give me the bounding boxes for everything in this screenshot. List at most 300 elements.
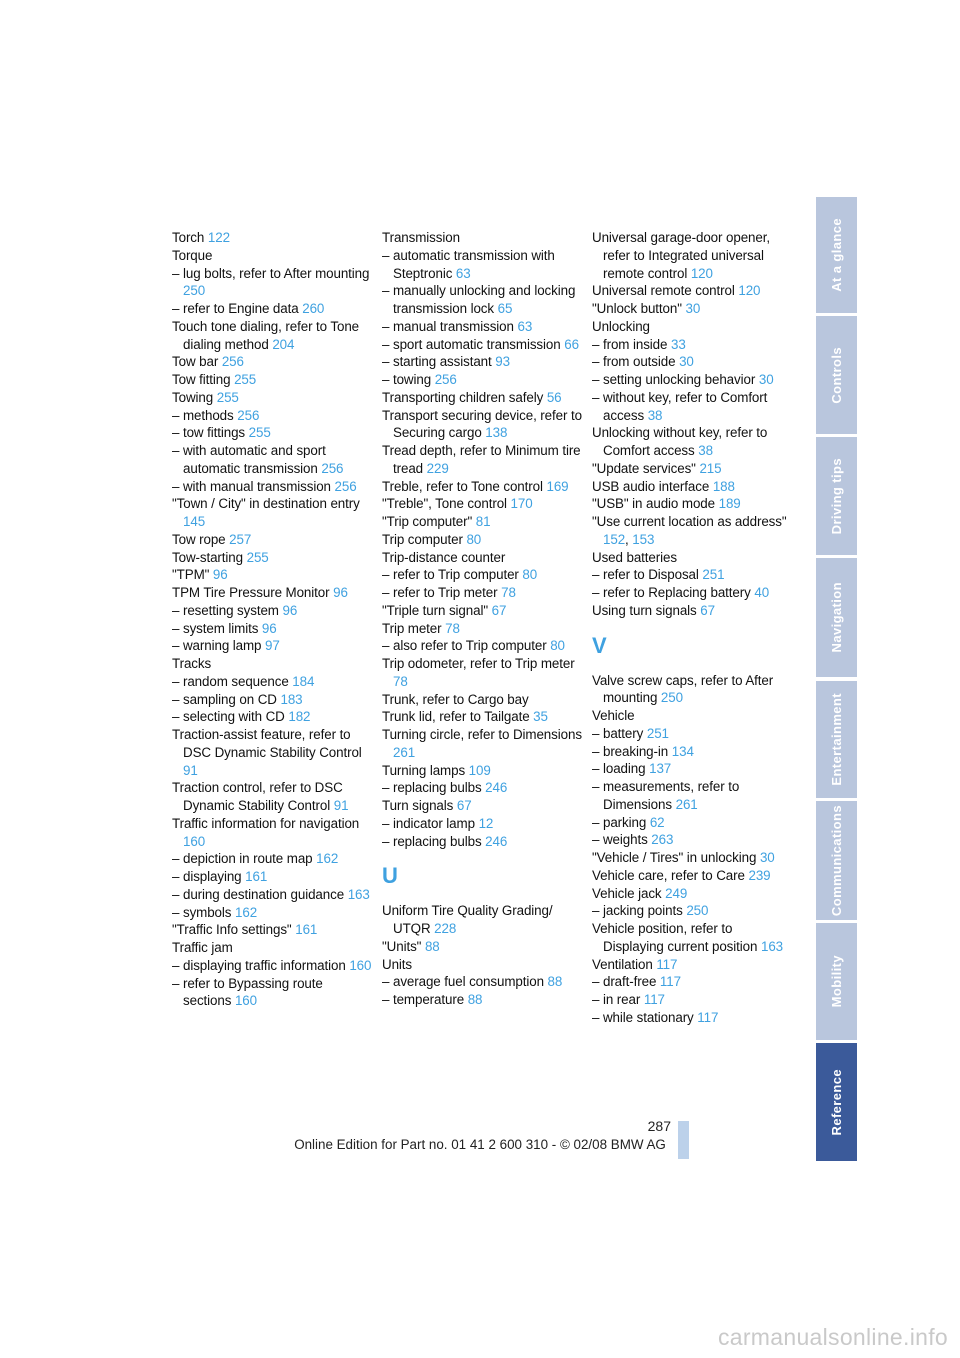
- index-entry-text: – measurements, refer to Dimensions: [592, 779, 740, 812]
- page-reference-link[interactable]: 215: [699, 460, 722, 476]
- page-reference-link[interactable]: 261: [675, 796, 698, 812]
- index-entry: [172, 975, 372, 1011]
- index-entry-text: Traction-assist feature, refer to DSC Dynamic Stability Control: [172, 727, 362, 760]
- index-entry: [382, 407, 582, 443]
- index-entry-text: "Treble", Tone control: [382, 496, 507, 512]
- index-entry-text: – automatic transmission with Steptronic: [382, 247, 555, 281]
- index-entry: [592, 849, 792, 867]
- index-entry-text: Vehicle jack: [592, 885, 662, 901]
- page-reference-link[interactable]: 246: [485, 780, 508, 796]
- index-entry-text: – with manual transmission: [172, 478, 331, 494]
- index-entry-text: Trip-distance counter: [382, 549, 506, 565]
- index-entry-text: – from outside: [592, 354, 676, 370]
- page-reference-link[interactable]: 30: [679, 354, 694, 370]
- page-reference-link[interactable]: 38: [647, 407, 663, 423]
- index-entry: [592, 336, 792, 354]
- index-entry-text: – sport automatic transmission: [382, 336, 561, 352]
- index-entry: [592, 831, 792, 849]
- index-entry: [172, 318, 372, 354]
- page-reference-link[interactable]: 88: [424, 938, 440, 954]
- index-entry-text: TPM Tire Pressure Monitor: [172, 585, 330, 600]
- page-reference-link[interactable]: 66: [564, 336, 579, 352]
- index-entry-text: – loading: [592, 761, 646, 777]
- index-entry: [172, 495, 372, 531]
- page-reference-link[interactable]: 117: [659, 974, 681, 990]
- index-entry: [382, 797, 582, 815]
- index-entry-text: "Vehicle / Tires" in unlocking: [592, 850, 757, 865]
- index-entry-text: "Update services": [592, 460, 696, 476]
- index-entry: [172, 442, 372, 478]
- index-entry-text: – breaking-in: [592, 743, 669, 759]
- page-reference-link[interactable]: 120: [738, 283, 761, 299]
- page-reference-link[interactable]: 63: [455, 265, 471, 281]
- index-letter-heading: U: [382, 863, 398, 889]
- index-entry-text: – system limits: [172, 620, 259, 636]
- index-entry: [592, 549, 792, 567]
- index-entry-text: – lug bolts, refer to After mounting: [172, 265, 370, 281]
- index-entry-text: – refer to Bypassing route sections: [172, 975, 323, 1009]
- index-entry-text: – refer to Trip computer: [382, 567, 519, 583]
- index-entry-text: Ventilation: [592, 956, 653, 972]
- page-reference-link[interactable]: 80: [522, 567, 538, 583]
- page-reference-link[interactable]: 35: [533, 709, 548, 725]
- index-entry: [172, 602, 372, 620]
- index-entry: [382, 779, 582, 797]
- index-entry: [592, 371, 792, 389]
- index-entry-text: Torch: [172, 230, 205, 245]
- index-entry: [382, 938, 582, 956]
- section-tab-label: Controls: [829, 346, 844, 404]
- index-column-2: [382, 229, 582, 1009]
- index-entry-text: Tracks: [172, 656, 212, 671]
- index-entry: [592, 991, 792, 1009]
- index-entry-text: Trunk, refer to Cargo bay: [382, 691, 529, 707]
- index-entry: [172, 939, 372, 957]
- page-reference-link[interactable]: 183: [280, 691, 303, 707]
- index-entry: [592, 584, 792, 602]
- index-entry: [172, 921, 372, 939]
- index-entry-text: – selecting with CD: [172, 709, 285, 725]
- index-entry: [382, 708, 582, 726]
- page-reference-link[interactable]: 97: [265, 638, 280, 654]
- page-reference-link[interactable]: 153: [632, 531, 655, 547]
- page-reference-link[interactable]: 40: [754, 585, 770, 600]
- index-entry: [592, 318, 792, 336]
- page-reference-link[interactable]: 109: [468, 762, 491, 778]
- index-entry: [592, 902, 792, 920]
- page-reference-link[interactable]: 163: [760, 938, 784, 954]
- index-entry-text: – jacking points: [592, 903, 683, 919]
- page-reference-link[interactable]: 246: [485, 833, 508, 849]
- index-entry-text: Traffic jam: [172, 940, 233, 955]
- index-entry: [382, 726, 582, 762]
- index-entry-text: Tread depth, refer to Minimum tire tread: [382, 443, 581, 476]
- index-entry: [592, 885, 792, 903]
- index-entry-text: Vehicle position, refer to Displaying current position: [592, 921, 758, 954]
- index-entry: [382, 371, 582, 389]
- page-reference-link[interactable]: 152: [603, 531, 626, 547]
- index-letter-heading: V: [592, 632, 607, 658]
- index-entry: [172, 726, 372, 779]
- page-reference-link[interactable]: 122: [207, 230, 230, 245]
- section-tab-sidebar: [816, 197, 857, 1161]
- index-entry: [592, 566, 792, 584]
- index-entry-text: Unlocking without key, refer to Comfort access: [592, 425, 768, 458]
- index-entry: [382, 691, 582, 709]
- page-reference-link[interactable]: 96: [261, 620, 277, 636]
- index-entry: [172, 957, 372, 975]
- page-reference-link[interactable]: 251: [646, 725, 669, 741]
- index-entry: [382, 442, 582, 478]
- index-entry-text: Treble, refer to Tone control: [382, 478, 543, 494]
- page-reference-link[interactable]: 33: [670, 336, 686, 352]
- index-entry: [382, 815, 582, 833]
- index-entry-text: Tow fitting: [172, 372, 231, 387]
- index-entry: [382, 602, 582, 620]
- page-reference-link[interactable]: 117: [697, 1009, 719, 1025]
- page-reference-link[interactable]: 161: [245, 869, 268, 884]
- page-reference-link[interactable]: 250: [660, 690, 683, 706]
- index-entry: [172, 229, 372, 247]
- page-reference-link[interactable]: 88: [467, 992, 483, 1007]
- index-entry: [382, 566, 582, 584]
- section-tab-label: At a glance: [829, 218, 844, 292]
- page-reference-link[interactable]: 30: [758, 372, 774, 387]
- page-reference-link[interactable]: 56: [546, 389, 562, 405]
- page-reference-link[interactable]: 184: [292, 673, 315, 689]
- index-entry: [382, 513, 582, 531]
- index-entry: [382, 478, 582, 496]
- page-reference-link[interactable]: 263: [651, 832, 674, 848]
- index-entry-text: – replacing bulbs: [382, 780, 482, 796]
- page-reference-link[interactable]: 78: [445, 620, 460, 636]
- index-entry: [172, 478, 372, 496]
- index-entry-text: Traction control, refer to DSC Dynamic Stability Control: [172, 780, 343, 813]
- index-entry-text: Trip odometer, refer to Trip meter: [382, 656, 575, 671]
- index-entry-text: Torque: [172, 247, 213, 263]
- page-reference-link[interactable]: 162: [235, 904, 258, 920]
- index-entry-text: – resetting system: [172, 602, 279, 618]
- page-reference-link[interactable]: 160: [349, 957, 372, 973]
- index-entry-text: Universal remote control: [592, 283, 735, 299]
- page-reference-link[interactable]: 137: [649, 761, 672, 777]
- index-entry: [172, 353, 372, 371]
- index-column-1: [172, 229, 372, 1010]
- page-reference-link[interactable]: 255: [216, 389, 239, 405]
- index-entry: [172, 584, 372, 602]
- index-entry-text: "USB" in audio mode: [592, 496, 715, 512]
- index-entry: [592, 814, 792, 832]
- index-entry-text: – sampling on CD: [172, 691, 277, 707]
- page-reference-link[interactable]: 78: [393, 673, 408, 689]
- index-entry-text: – setting unlocking behavior: [592, 372, 756, 387]
- page-reference-link[interactable]: 96: [212, 567, 228, 583]
- index-entry-text: Vehicle: [592, 708, 635, 723]
- index-entry-text: Touch tone dialing, refer to Tone dialing method: [172, 318, 360, 352]
- page-reference-link[interactable]: 163: [347, 886, 370, 902]
- index-entry-text: Valve screw caps, refer to After mounting: [592, 672, 774, 706]
- index-entry-text: Transport securing device, refer to Securing cargo: [382, 407, 582, 441]
- index-entry-text: – displaying: [172, 869, 242, 884]
- page-reference-link[interactable]: 255: [246, 549, 269, 565]
- page-reference-link[interactable]: 169: [546, 478, 569, 494]
- page-reference-link[interactable]: 204: [272, 336, 295, 352]
- page-reference-link[interactable]: 67: [456, 798, 472, 813]
- index-entry: [382, 956, 582, 974]
- section-tab-controls[interactable]: [816, 316, 857, 434]
- index-entry-text: – refer to Replacing battery: [592, 585, 751, 600]
- section-tab-label: Driving tips: [829, 457, 844, 535]
- index-entry: [382, 389, 582, 407]
- index-entry: [172, 300, 372, 318]
- index-entry: [172, 424, 372, 442]
- section-tab-communications[interactable]: [816, 801, 857, 920]
- page-reference-link[interactable]: 96: [282, 602, 298, 618]
- index-entry: [382, 902, 582, 938]
- index-entry: [172, 815, 372, 851]
- page-reference-link[interactable]: 249: [665, 885, 688, 901]
- section-tab-label: Entertainment: [829, 693, 844, 786]
- page-reference-link[interactable]: 182: [288, 709, 311, 725]
- section-tab-driving-tips[interactable]: [816, 437, 857, 555]
- index-entry: [592, 973, 792, 991]
- section-tab-label: Reference: [829, 1068, 844, 1136]
- section-tab-mobility[interactable]: [816, 923, 857, 1040]
- index-entry: [172, 247, 372, 265]
- index-entry: [592, 478, 792, 496]
- page-reference-link[interactable]: 189: [718, 496, 741, 512]
- index-entry-text: Vehicle care, refer to Care: [592, 867, 745, 883]
- index-entry-text: – draft-free: [592, 974, 657, 990]
- index-entry: [172, 904, 372, 922]
- index-entry: [172, 371, 372, 389]
- section-tab-entertainment[interactable]: [816, 681, 857, 798]
- index-entry-text: – random sequence: [172, 673, 289, 689]
- section-tab-at-a-glance[interactable]: [816, 197, 857, 313]
- index-entry: [382, 495, 582, 513]
- index-entry-text: – refer to Disposal: [592, 567, 699, 583]
- index-entry-text: – manually unlocking and locking transmission lock: [382, 283, 576, 316]
- index-entry-text: – indicator lamp: [382, 815, 475, 831]
- index-entry: [592, 495, 792, 513]
- page-reference-link[interactable]: 38: [698, 443, 713, 458]
- page-reference-link[interactable]: 188: [712, 478, 735, 494]
- page-reference-link[interactable]: 91: [333, 798, 349, 813]
- index-entry-text: Trip computer: [382, 531, 463, 547]
- page-reference-link[interactable]: 257: [229, 531, 252, 547]
- index-entry: [382, 549, 582, 567]
- page-reference-link[interactable]: 256: [434, 372, 457, 387]
- page-reference-link[interactable]: 251: [702, 567, 725, 583]
- index-entry-text: "Triple turn signal": [382, 602, 488, 618]
- index-entry-text: "TPM": [172, 567, 210, 583]
- page-reference-link[interactable]: 93: [495, 354, 510, 370]
- index-entry-text: – while stationary: [592, 1009, 694, 1025]
- section-tab-label: Navigation: [829, 582, 844, 653]
- index-entry: [592, 389, 792, 425]
- index-entry-text: – warning lamp: [172, 638, 262, 654]
- index-entry: [172, 868, 372, 886]
- index-entry: [382, 584, 582, 602]
- page-reference-link[interactable]: 78: [501, 585, 516, 600]
- page-reference-link[interactable]: 67: [700, 602, 715, 618]
- watermark: carmanualsonline.info: [717, 1324, 948, 1350]
- index-entry: [592, 424, 792, 460]
- index-entry: [382, 531, 582, 549]
- page-reference-link[interactable]: 228: [434, 921, 457, 936]
- index-entry-text: – refer to Engine data: [172, 301, 299, 316]
- page-reference-link[interactable]: 80: [550, 638, 565, 654]
- index-entry-text: – weights: [592, 832, 648, 848]
- page-reference-link[interactable]: 170: [510, 496, 533, 512]
- index-entry-text: "Unlock button": [592, 301, 682, 316]
- index-entry: [382, 336, 582, 354]
- page-reference-link[interactable]: 250: [183, 283, 206, 299]
- page-reference-link[interactable]: 91: [183, 762, 198, 778]
- page-reference-link[interactable]: 138: [485, 425, 508, 441]
- index-entry-text: Units: [382, 956, 413, 972]
- index-entry: [172, 531, 372, 549]
- index-entry: [592, 956, 792, 974]
- index-entry-text: Tow rope: [172, 531, 226, 547]
- index-entry: [382, 620, 582, 638]
- index-entry-text: "Units": [382, 938, 422, 954]
- index-entry-text: "Use current location as address": [592, 514, 787, 529]
- page-reference-link[interactable]: 117: [643, 992, 665, 1007]
- page-reference-link[interactable]: 80: [466, 531, 482, 547]
- index-column-3: [592, 229, 792, 1027]
- footer-edition-note: Online Edition for Part no. 01 41 2 600 310 - © 02/08 BMW AG: [294, 1137, 666, 1152]
- index-entry-text: Using turn signals: [592, 602, 697, 618]
- page-reference-link[interactable]: 67: [491, 602, 507, 618]
- page-reference-link[interactable]: 229: [426, 460, 449, 476]
- index-entry: [172, 850, 372, 868]
- index-entry-text: – parking: [592, 814, 647, 830]
- page-reference-link[interactable]: 255: [234, 372, 257, 387]
- index-entry: [382, 318, 582, 336]
- page-reference-link[interactable]: 162: [316, 851, 339, 867]
- index-entry-text: "Traffic Info settings": [172, 922, 292, 938]
- page-reference-link[interactable]: 30: [685, 301, 701, 316]
- index-entry-text: – refer to Trip meter: [382, 585, 498, 600]
- index-entry-text: Used batteries: [592, 549, 677, 565]
- index-entry-text: Universal garage-door opener, refer to Integrated universal remote control: [592, 230, 770, 281]
- index-entry-text: – average fuel consumption: [382, 974, 544, 990]
- page-reference-link[interactable]: 256: [237, 407, 260, 423]
- page-reference-link[interactable]: 250: [686, 903, 709, 919]
- index-entry-text: Tow bar: [172, 354, 219, 370]
- index-entry-text: – replacing bulbs: [382, 833, 482, 849]
- index-entry: [592, 725, 792, 743]
- index-entry: [172, 708, 372, 726]
- index-entry: [592, 920, 792, 956]
- index-entry: [592, 672, 792, 708]
- index-entry-text: – in rear: [592, 992, 641, 1007]
- index-entry: [382, 762, 582, 780]
- index-entry: "Use current location as address" 152, 153: [592, 514, 787, 547]
- page-reference-link[interactable]: 160: [183, 833, 206, 849]
- page-number: 287: [647, 1118, 671, 1134]
- index-entry-text: Turn signals: [382, 798, 454, 813]
- index-entry-text: – symbols: [172, 904, 232, 920]
- index-entry: [382, 833, 582, 851]
- index-entry: [172, 549, 372, 567]
- page-reference-link[interactable]: 120: [690, 265, 713, 281]
- index-entry-text: – during destination guidance: [172, 886, 345, 902]
- page-reference-link[interactable]: 117: [656, 956, 678, 972]
- index-entry: [592, 353, 792, 371]
- index-entry: [382, 973, 582, 991]
- page-reference-link[interactable]: 256: [321, 460, 344, 476]
- index-entry: [592, 229, 792, 282]
- index-entry-text: – battery: [592, 725, 644, 741]
- page-reference-link[interactable]: 62: [649, 814, 665, 830]
- page-reference-link[interactable]: 96: [333, 585, 348, 600]
- page-reference-link[interactable]: 134: [671, 743, 694, 759]
- page-reference-link[interactable]: 145: [183, 514, 206, 529]
- index-entry-text: – displaying traffic information: [172, 957, 346, 973]
- page-reference-link[interactable]: 256: [221, 354, 244, 370]
- index-entry-text: – manual transmission: [382, 318, 514, 334]
- page-reference-link[interactable]: 12: [478, 815, 494, 831]
- index-entry: [592, 282, 792, 300]
- index-entry: [592, 778, 792, 814]
- index-entry-text: – also refer to Trip computer: [382, 638, 547, 654]
- index-entry: [172, 886, 372, 904]
- page-reference-link[interactable]: 65: [497, 301, 513, 316]
- index-entry: [172, 265, 372, 301]
- index-entry: [172, 655, 372, 673]
- index-entry: [592, 460, 792, 478]
- page-reference-link[interactable]: 63: [517, 318, 533, 334]
- index-entry-text: – without key, refer to Comfort access: [592, 389, 768, 423]
- page-reference-link[interactable]: 256: [334, 478, 357, 494]
- index-entry-text: – with automatic and sport automatic transmission: [172, 443, 326, 476]
- index-entry-text: – methods: [172, 407, 234, 423]
- index-entry-text: Turning circle, refer to Dimensions: [382, 727, 582, 742]
- section-tab-navigation[interactable]: [816, 558, 857, 677]
- page-reference-link[interactable]: 261: [393, 744, 416, 760]
- page-reference-link[interactable]: 260: [302, 301, 325, 316]
- index-entry-text: Transporting children safely: [382, 389, 544, 405]
- page-reference-link[interactable]: 255: [248, 425, 271, 441]
- index-entry-text: – depiction in route map: [172, 851, 313, 867]
- section-tab-label: Communications: [829, 804, 844, 917]
- page-reference-link[interactable]: 81: [475, 514, 491, 529]
- index-entry-text: Unlocking: [592, 318, 650, 334]
- index-entry: [592, 602, 792, 620]
- index-entry: [382, 637, 582, 655]
- index-entry: [172, 691, 372, 709]
- page-reference-link[interactable]: 160: [234, 993, 257, 1009]
- index-entry-text: Traffic information for navigation: [172, 815, 360, 831]
- index-entry-text: "Trip computer": [382, 514, 473, 529]
- page-reference-link[interactable]: 239: [748, 867, 771, 883]
- index-entry-text: "Town / City" in destination entry: [172, 496, 360, 512]
- page-reference-link[interactable]: 161: [295, 922, 318, 938]
- index-entry-text: – from inside: [592, 336, 668, 352]
- index-entry-text: – tow fittings: [172, 425, 246, 441]
- index-entry: [382, 247, 582, 283]
- index-entry-text: – temperature: [382, 992, 465, 1007]
- page-reference-link[interactable]: 30: [759, 850, 775, 865]
- page-reference-link[interactable]: 88: [547, 974, 563, 990]
- index-entry-text: Trunk lid, refer to Tailgate: [382, 709, 530, 725]
- index-entry-text: Uniform Tire Quality Grading/ UTQR: [382, 903, 553, 936]
- index-entry: [172, 407, 372, 425]
- index-entry: [592, 867, 792, 885]
- index-entry-text: – starting assistant: [382, 354, 492, 370]
